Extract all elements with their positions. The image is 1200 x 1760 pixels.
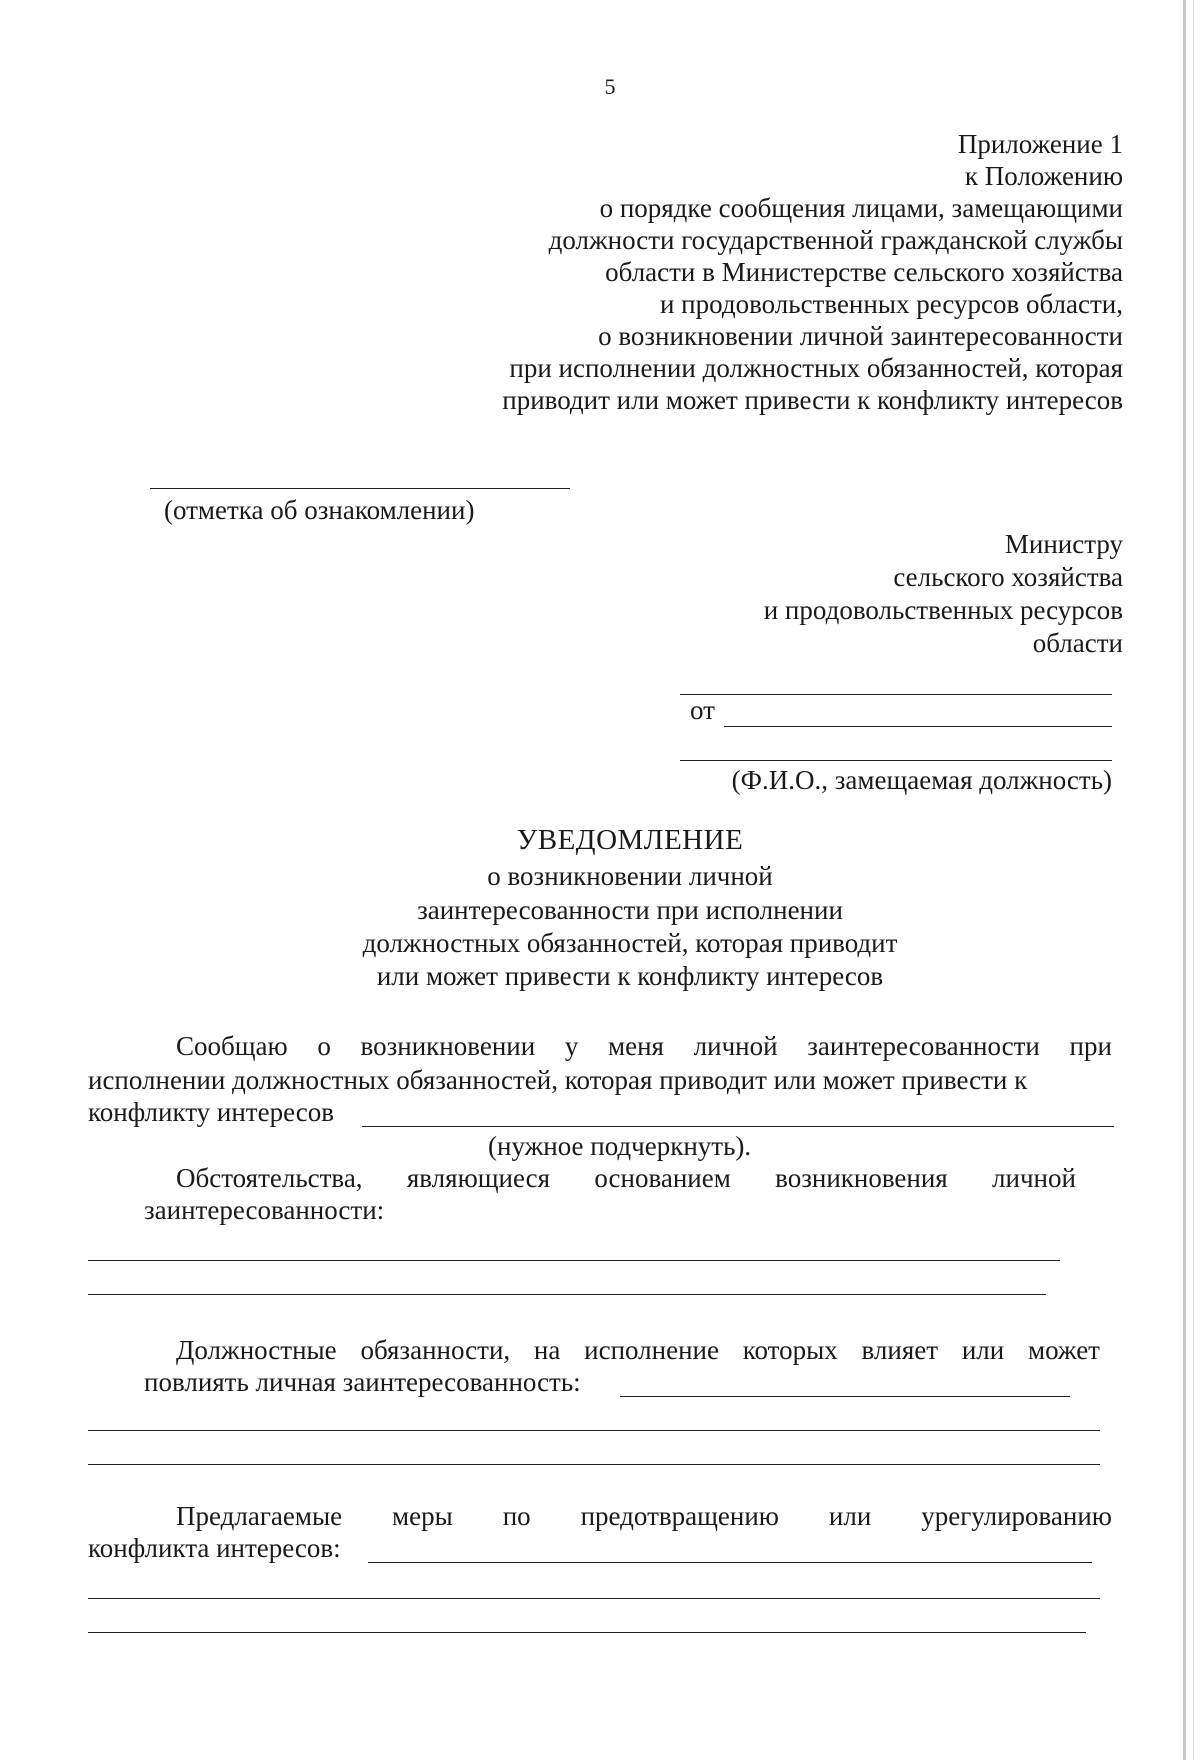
- word: или: [961, 1335, 1005, 1365]
- duties-blank-line-3[interactable]: [88, 1464, 1100, 1465]
- p1-line3: конфликту интересов: [88, 1097, 334, 1127]
- page-number: 5: [604, 74, 616, 99]
- addressee-line: сельского хозяйства: [893, 562, 1123, 592]
- notice-title: УВЕДОМЛЕНИЕ: [516, 824, 744, 856]
- word: при: [1069, 1031, 1112, 1061]
- word: или: [828, 1501, 872, 1531]
- word: влияет: [861, 1335, 939, 1365]
- word: возникновения: [775, 1163, 948, 1193]
- notice-subtitle-line: или может привести к конфликту интересов: [376, 961, 884, 991]
- appendix-line: о порядке сообщения лицами, замещающими: [599, 193, 1123, 223]
- p2-line2: заинтересованности:: [144, 1195, 385, 1225]
- word: Предлагаемые: [176, 1501, 343, 1531]
- appendix-line: и продовольственных ресурсов области,: [659, 289, 1123, 319]
- word: Сообщаю: [176, 1031, 288, 1061]
- from-blank-line[interactable]: [724, 726, 1112, 727]
- p3-line2: повлиять личная заинтересованность:: [144, 1367, 581, 1397]
- p4-line1: [176, 1500, 1112, 1532]
- word: основанием: [594, 1163, 731, 1193]
- word: Должностные: [176, 1335, 337, 1365]
- circumstances-blank-line-2[interactable]: [88, 1294, 1046, 1295]
- word: обязанности,: [360, 1335, 511, 1365]
- appendix-line: о возникновении личной заинтересованности: [598, 321, 1123, 351]
- word: которых: [742, 1335, 838, 1365]
- word: исполнение: [584, 1335, 719, 1365]
- acknowledgement-caption: (отметка об ознакомлении): [164, 495, 475, 525]
- word: заинтересованности: [807, 1031, 1040, 1061]
- measures-blank-line-1[interactable]: [368, 1562, 1092, 1563]
- appendix-line: к Положению: [964, 161, 1123, 191]
- p2-line1: [176, 1162, 1076, 1194]
- appendix-line: при исполнении должностных обязанностей, которая: [509, 353, 1123, 383]
- circumstances-blank-line-1[interactable]: [88, 1260, 1060, 1261]
- fio-caption: (Ф.И.О., замещаемая должность): [731, 765, 1112, 795]
- notice-subtitle-line: заинтересованности при исполнении: [417, 895, 843, 925]
- word: меня: [608, 1031, 664, 1061]
- p1-line1: [176, 1030, 1112, 1062]
- word: о: [317, 1031, 331, 1061]
- addressee-line: Министру: [1004, 529, 1123, 559]
- from-label: от: [690, 695, 715, 725]
- word: Обстоятельства,: [176, 1163, 363, 1193]
- word: возникновении: [360, 1031, 536, 1061]
- duties-blank-line-2[interactable]: [88, 1430, 1100, 1431]
- acknowledgement-blank-line[interactable]: [150, 488, 570, 489]
- appendix-line: области в Министерстве сельского хозяйства: [605, 257, 1123, 287]
- word: на: [533, 1335, 561, 1365]
- measures-blank-line-3[interactable]: [88, 1632, 1086, 1633]
- appendix-line: Приложение 1: [957, 129, 1123, 159]
- word: являющиеся: [406, 1163, 551, 1193]
- p1-line2: исполнении должностных обязанностей, которая приводит или может привести к: [88, 1065, 1028, 1095]
- word: предотвращению: [580, 1501, 779, 1531]
- word: может: [1027, 1335, 1100, 1365]
- appendix-header: [363, 128, 1123, 416]
- addressee-blank-line-2[interactable]: [680, 760, 1112, 761]
- p3-line1: [176, 1334, 1100, 1366]
- word: по: [502, 1501, 531, 1531]
- notice-subtitle-line: должностных обязанностей, которая приводит: [362, 928, 898, 958]
- word: урегулированию: [921, 1501, 1112, 1531]
- appendix-line: приводит или может привести к конфликту интересов: [502, 385, 1123, 415]
- addressee-blank-line-1[interactable]: [680, 694, 1112, 695]
- word: личной: [693, 1031, 778, 1061]
- p1-note: (нужное подчеркнуть).: [488, 1131, 752, 1161]
- notice-subtitle-line: о возникновении личной: [487, 861, 773, 891]
- duties-blank-line-1[interactable]: [620, 1396, 1070, 1397]
- p4-line2: конфликта интересов:: [88, 1533, 341, 1563]
- addressee-line: и продовольственных ресурсов: [763, 595, 1123, 625]
- addressee-line: области: [1032, 628, 1123, 658]
- word: личной: [992, 1163, 1076, 1193]
- word: меры: [392, 1501, 453, 1531]
- word: у: [564, 1031, 579, 1061]
- appendix-line: должности государственной гражданской службы: [548, 225, 1123, 255]
- measures-blank-line-2[interactable]: [88, 1598, 1100, 1599]
- addressee-block: [623, 528, 1123, 660]
- conflict-blank-line[interactable]: [362, 1126, 1114, 1127]
